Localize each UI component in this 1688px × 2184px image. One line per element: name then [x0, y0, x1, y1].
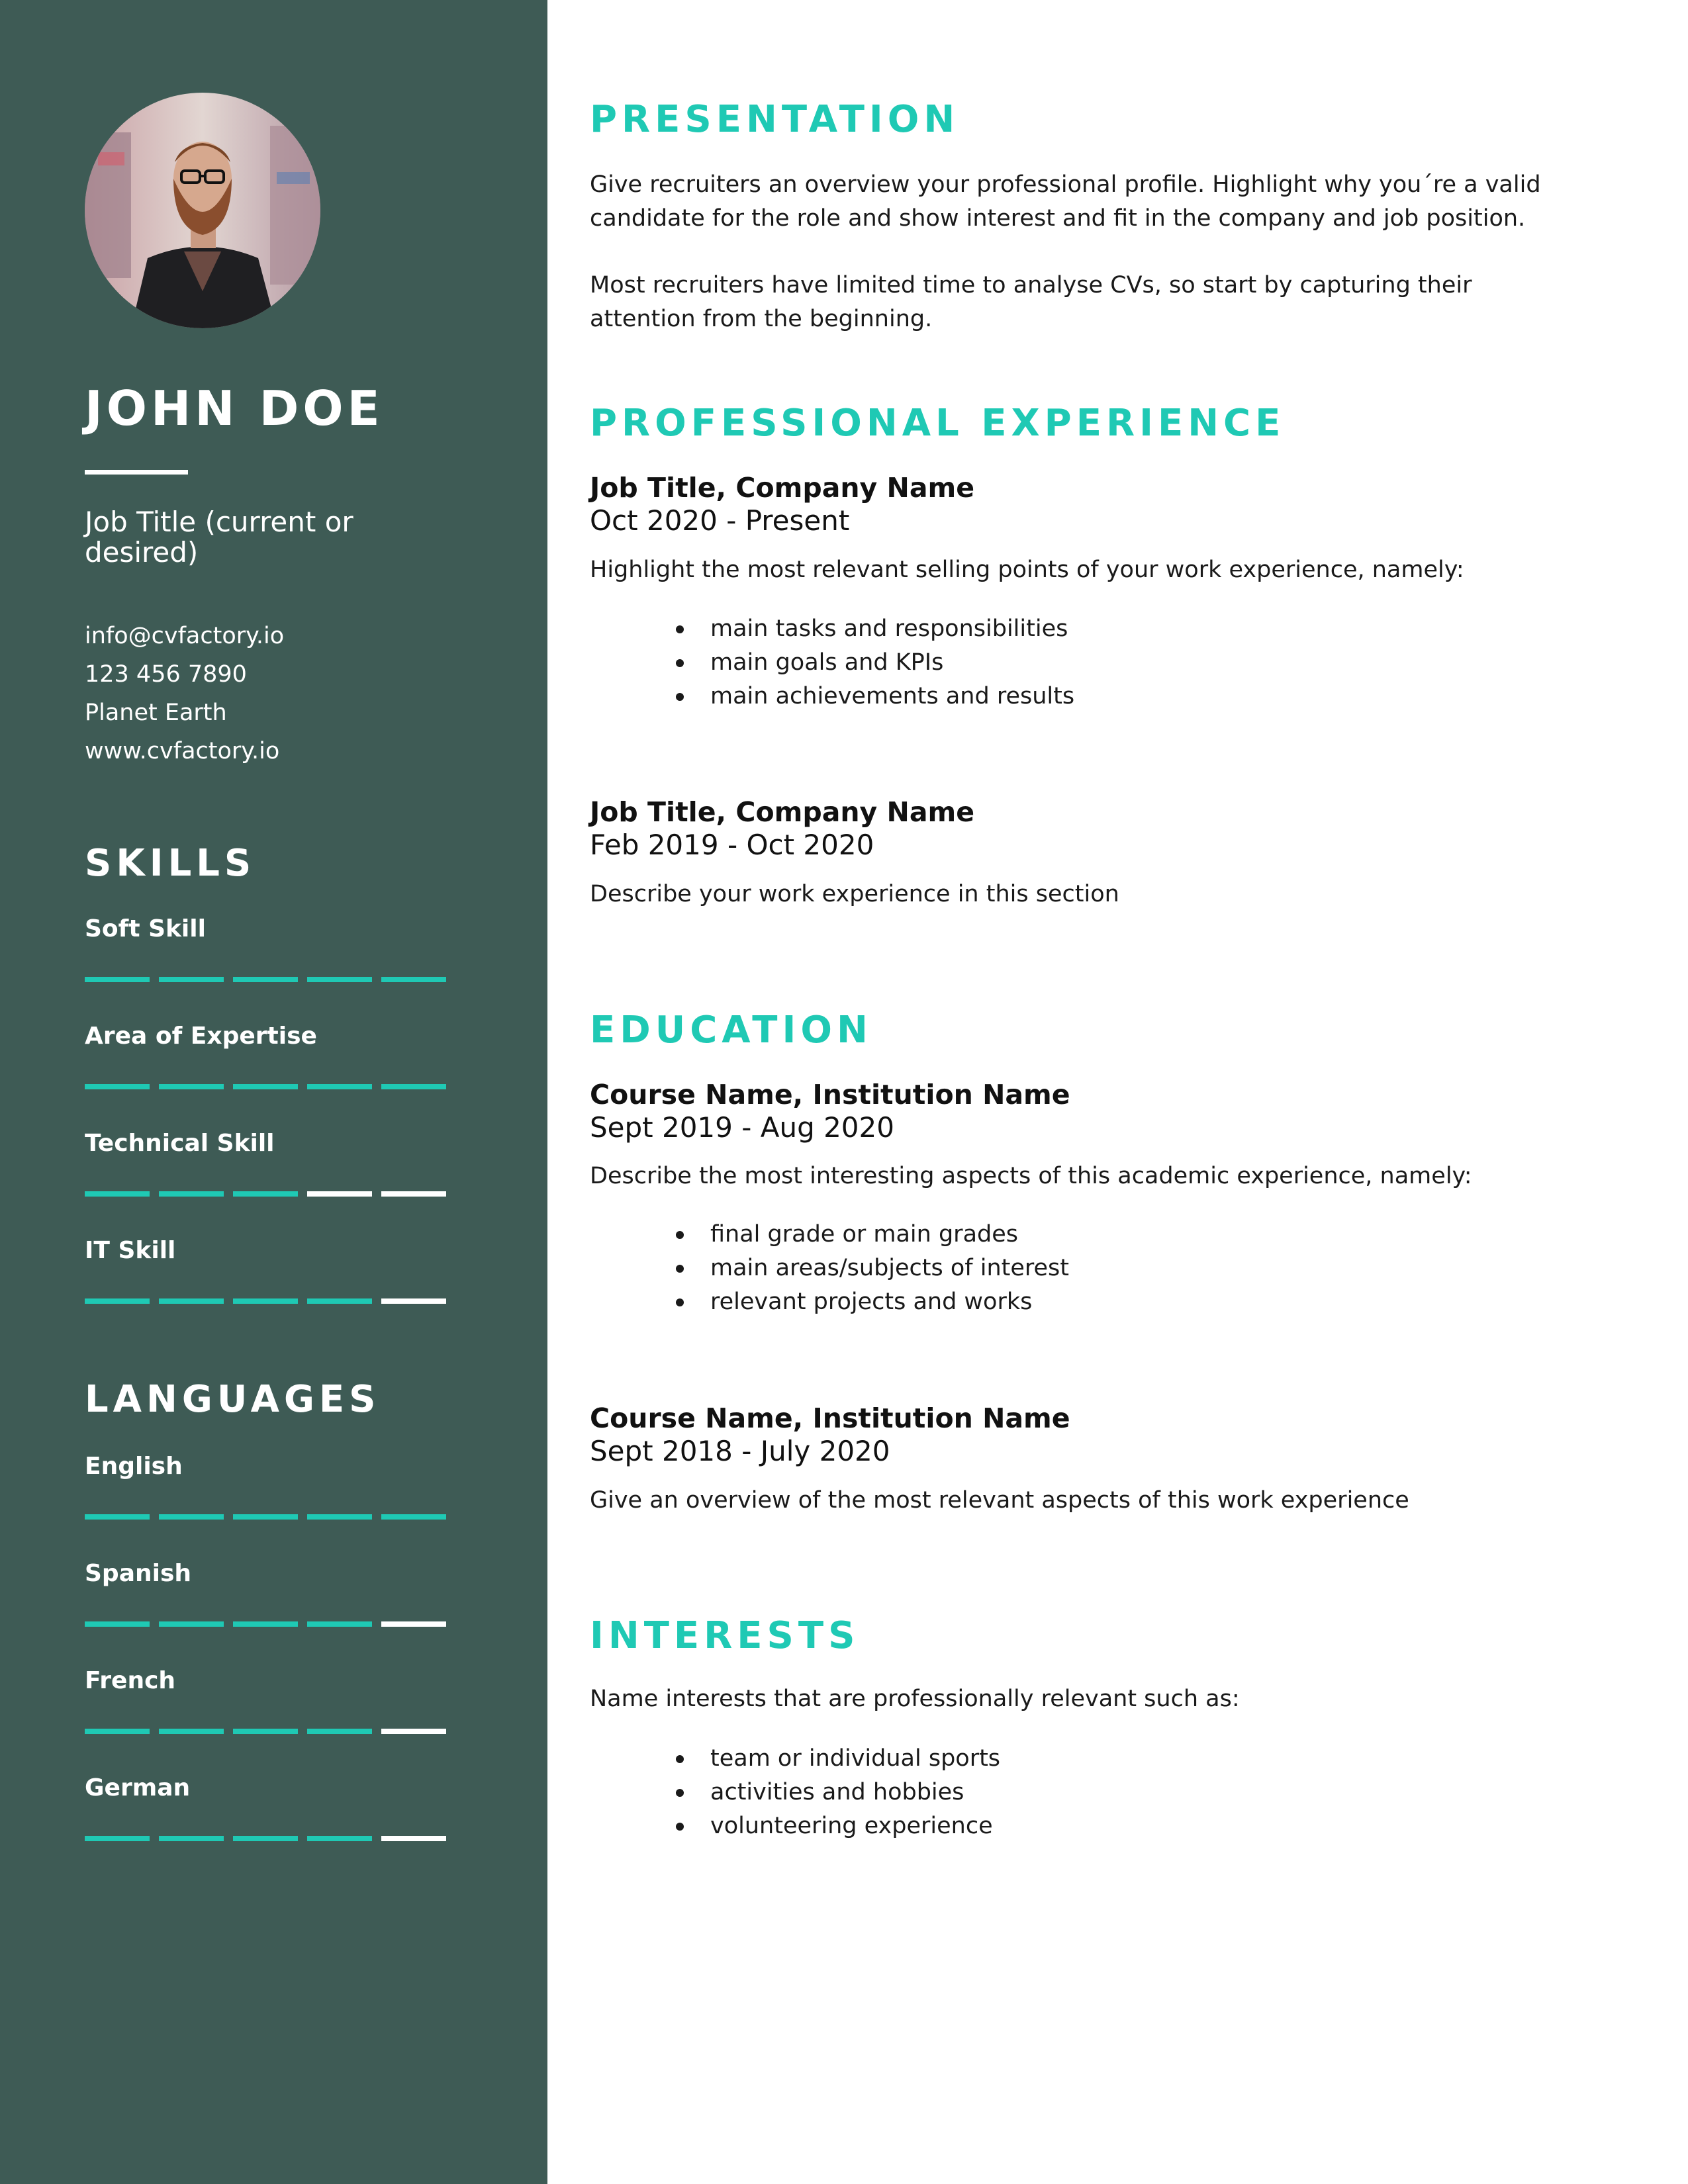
- list-item: team or individual sports: [676, 1742, 1000, 1776]
- list-item: main areas/subjects of interest: [676, 1251, 1069, 1285]
- experience-heading: PROFESSIONAL EXPERIENCE: [590, 402, 1286, 445]
- interests-bullets: [676, 1742, 1000, 1843]
- rating-segment-empty: [381, 1191, 446, 1197]
- rating-segment-filled: [233, 1836, 298, 1841]
- rating-segment-filled: [85, 1514, 150, 1520]
- rating-segment-filled: [159, 1836, 224, 1841]
- rating-bar: [85, 1729, 446, 1734]
- rating-bar: [85, 977, 446, 982]
- rated-item-label: Spanish: [85, 1560, 192, 1587]
- presentation-paragraph-2: Most recruiters have limited time to analyse CVs, so start by capturing their attention from the beginning.: [590, 272, 1472, 332]
- rated-item: [85, 1666, 455, 1774]
- rating-bar: [85, 1514, 446, 1520]
- languages-list: [85, 1452, 455, 1881]
- website-text: www.cvfactory.io: [85, 738, 280, 764]
- rating-segment-filled: [159, 1621, 224, 1627]
- rating-bar: [85, 1191, 446, 1197]
- rating-segment-filled: [233, 977, 298, 982]
- rating-segment-filled: [233, 1621, 298, 1627]
- name-divider: [85, 470, 188, 475]
- rating-segment-filled: [85, 1729, 150, 1734]
- rated-item: [85, 1452, 455, 1559]
- job-title: Job Title (current or desired): [85, 506, 353, 569]
- rating-segment-filled: [307, 1084, 372, 1089]
- rating-segment-empty: [307, 1191, 372, 1197]
- rating-bar: [85, 1836, 446, 1841]
- skills-list: [85, 915, 455, 1343]
- list-item: volunteering experience: [676, 1809, 1000, 1843]
- interests-heading: INTERESTS: [590, 1614, 860, 1657]
- rated-item-label: Soft Skill: [85, 915, 206, 942]
- phone-text: 123 456 7890: [85, 661, 247, 688]
- education-entry-description: Describe the most interesting aspects of this academic experience, namely:: [590, 1163, 1472, 1189]
- experience-entry-title: Job Title, Company Name: [590, 472, 975, 504]
- languages-heading: LANGUAGES: [85, 1378, 381, 1421]
- rated-item-label: English: [85, 1453, 183, 1480]
- education-entry-date: Sept 2018 - July 2020: [590, 1435, 890, 1467]
- rated-item: [85, 1774, 455, 1881]
- rating-segment-filled: [159, 1514, 224, 1520]
- rating-segment-empty: [381, 1298, 446, 1304]
- rating-segment-filled: [233, 1191, 298, 1197]
- interests-description: Name interests that are professionally relevant such as:: [590, 1686, 1240, 1712]
- experience-entry-bullets: [676, 612, 1074, 713]
- rating-segment-empty: [381, 1836, 446, 1841]
- rated-item-label: German: [85, 1774, 191, 1801]
- rating-segment-filled: [159, 1191, 224, 1197]
- rating-segment-filled: [233, 1298, 298, 1304]
- rating-segment-filled: [233, 1729, 298, 1734]
- experience-entry-date: Oct 2020 - Present: [590, 504, 850, 537]
- rating-segment-filled: [381, 1084, 446, 1089]
- candidate-name: JOHN DOE: [85, 381, 384, 436]
- rated-item-label: IT Skill: [85, 1237, 176, 1264]
- rating-segment-filled: [159, 1298, 224, 1304]
- rated-item: [85, 1129, 455, 1236]
- rating-segment-filled: [85, 1191, 150, 1197]
- skills-heading: SKILLS: [85, 842, 256, 885]
- rated-item-label: Area of Expertise: [85, 1023, 317, 1050]
- experience-entry-title: Job Title, Company Name: [590, 796, 975, 828]
- rating-segment-filled: [159, 1729, 224, 1734]
- list-item: main tasks and responsibilities: [676, 612, 1074, 646]
- rating-segment-filled: [85, 1621, 150, 1627]
- rated-item: [85, 915, 455, 1022]
- rating-segment-filled: [307, 1298, 372, 1304]
- profile-photo: [85, 93, 320, 328]
- rating-segment-empty: [381, 1729, 446, 1734]
- contact-info: [85, 617, 284, 770]
- education-entry-bullets: [676, 1218, 1069, 1319]
- location-text: Planet Earth: [85, 700, 227, 726]
- rating-segment-filled: [233, 1084, 298, 1089]
- rated-item: [85, 1022, 455, 1129]
- sidebar: [0, 0, 547, 2184]
- rating-segment-filled: [381, 1514, 446, 1520]
- email-text: info@cvfactory.io: [85, 623, 285, 649]
- presentation-paragraph-1: Give recruiters an overview your professional profile. Highlight why you´re a valid candidate for the role and show interest and fit in the company and job position.: [590, 171, 1541, 232]
- rating-segment-filled: [307, 1621, 372, 1627]
- rating-segment-filled: [159, 977, 224, 982]
- rating-segment-filled: [159, 1084, 224, 1089]
- rating-bar: [85, 1298, 446, 1304]
- rating-segment-filled: [307, 1514, 372, 1520]
- experience-entry-description: Describe your work experience in this section: [590, 881, 1119, 907]
- rating-segment-filled: [307, 1836, 372, 1841]
- rating-segment-filled: [307, 977, 372, 982]
- rating-segment-filled: [233, 1514, 298, 1520]
- rating-segment-filled: [85, 1836, 150, 1841]
- rating-segment-filled: [85, 1084, 150, 1089]
- list-item: main achievements and results: [676, 680, 1074, 713]
- rating-bar: [85, 1621, 446, 1627]
- rating-segment-filled: [85, 977, 150, 982]
- rating-segment-filled: [381, 977, 446, 982]
- education-entry-description: Give an overview of the most relevant aspects of this work experience: [590, 1487, 1409, 1514]
- list-item: final grade or main grades: [676, 1218, 1069, 1251]
- rated-item: [85, 1236, 455, 1343]
- experience-entry-date: Feb 2019 - Oct 2020: [590, 829, 874, 861]
- rated-item-label: French: [85, 1667, 176, 1694]
- education-entry-title: Course Name, Institution Name: [590, 1079, 1070, 1111]
- rating-segment-filled: [85, 1298, 150, 1304]
- presentation-heading: PRESENTATION: [590, 98, 960, 141]
- list-item: activities and hobbies: [676, 1776, 1000, 1809]
- list-item: relevant projects and works: [676, 1285, 1069, 1319]
- education-entry-title: Course Name, Institution Name: [590, 1402, 1070, 1434]
- education-heading: EDUCATION: [590, 1009, 872, 1052]
- rating-bar: [85, 1084, 446, 1089]
- rating-segment-empty: [381, 1621, 446, 1627]
- rating-segment-filled: [307, 1729, 372, 1734]
- experience-entry-description: Highlight the most relevant selling points of your work experience, namely:: [590, 557, 1464, 583]
- rated-item: [85, 1559, 455, 1666]
- rated-item-label: Technical Skill: [85, 1130, 275, 1157]
- list-item: main goals and KPIs: [676, 646, 1074, 680]
- education-entry-date: Sept 2019 - Aug 2020: [590, 1111, 894, 1144]
